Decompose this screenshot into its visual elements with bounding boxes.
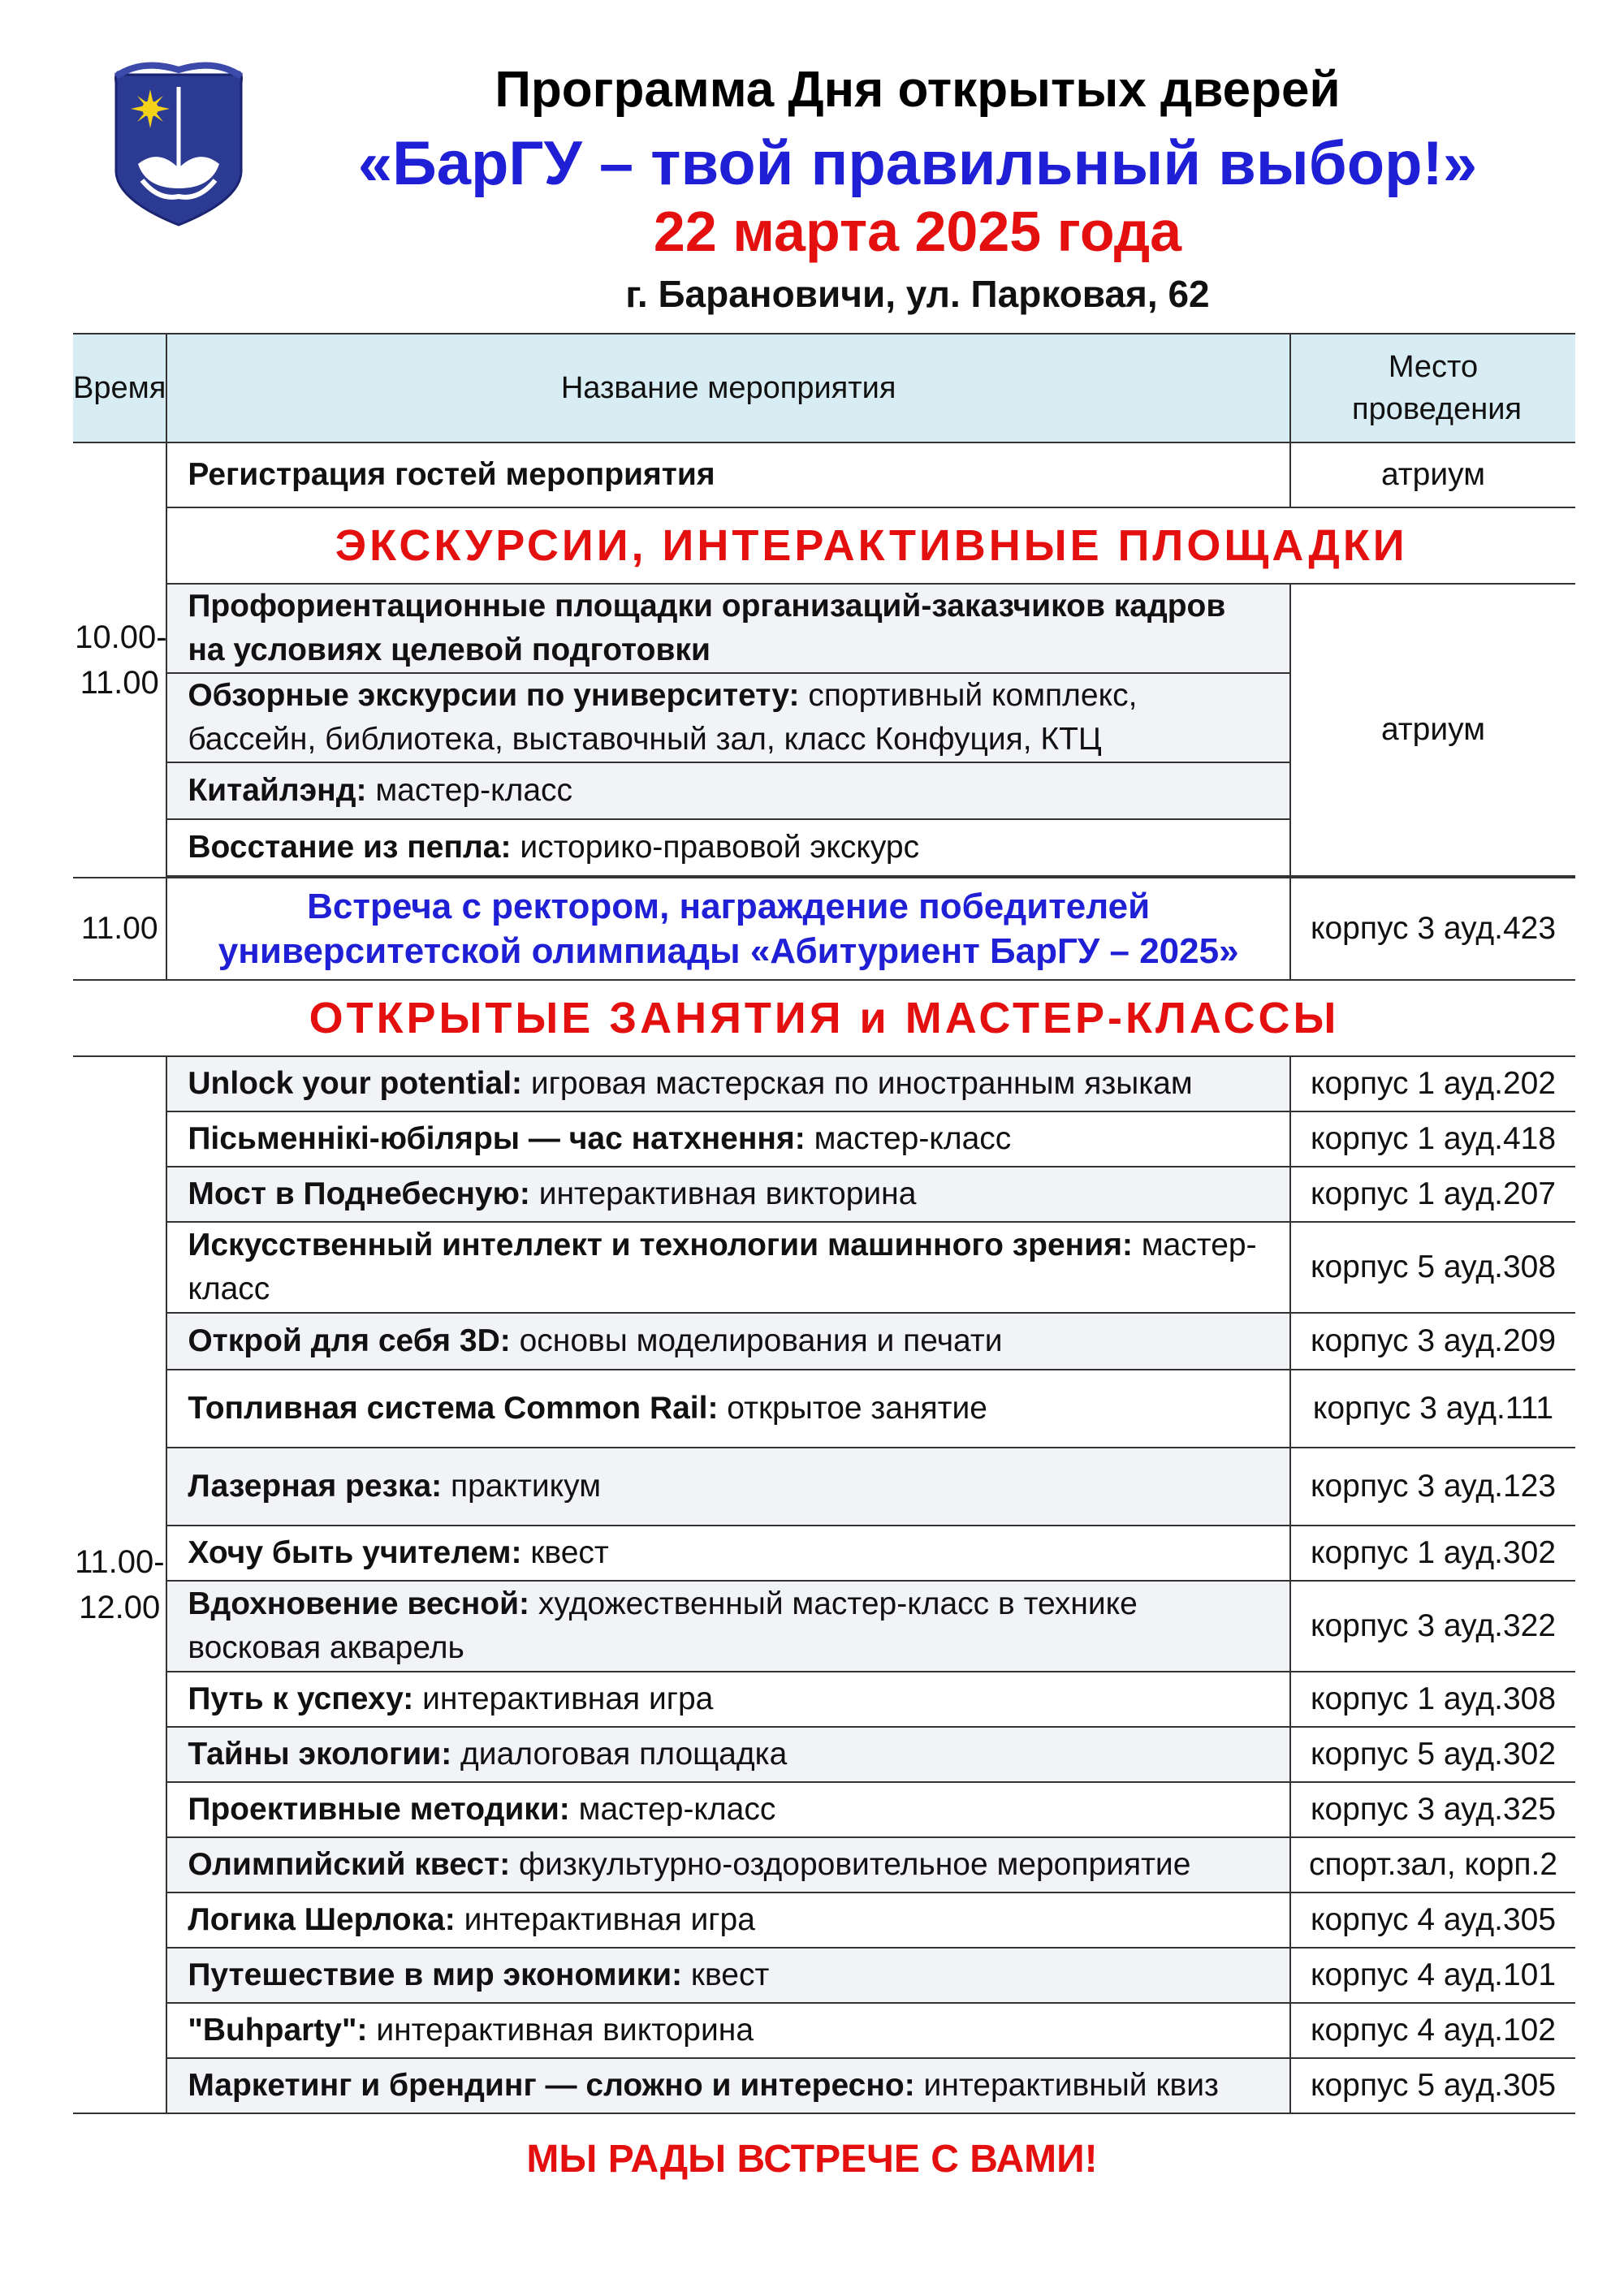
time-11-12: 11.00-12.00 <box>73 1056 166 2113</box>
table-row <box>73 1370 1575 1448</box>
rector-meeting-place: корпус 3 ауд.423 <box>1290 878 1575 980</box>
table-row <box>73 1448 1575 1526</box>
footer-greeting: МЫ РАДЫ ВСТРЕЧЕ С ВАМИ! <box>526 2138 1098 2181</box>
table-header-row <box>73 334 1575 442</box>
table-row <box>73 1313 1575 1370</box>
page-title: Программа Дня открытых дверей <box>495 62 1341 118</box>
tour-item-0: Профориентационные площадки организаций-заказчиков кадров на условиях целевой подготовки <box>166 584 1290 673</box>
table-row <box>73 2003 1575 2058</box>
header-event: Название мероприятия <box>166 334 1290 442</box>
table-row <box>73 1056 1575 1111</box>
class-item-12: Олимпийский квест: физкультурно-оздоровительное мероприятие <box>166 1837 1290 1892</box>
class-place-11: корпус 3 ауд.325 <box>1290 1782 1575 1837</box>
table-row <box>73 1948 1575 2003</box>
tour-item-1: Обзорные экскурсии по университету: спортивный комплекс, бассейн, библиотека, выставочный зал, класс Конфуция, КТЦ <box>166 673 1290 762</box>
section-row <box>73 980 1575 1056</box>
class-place-16: корпус 5 ауд.305 <box>1290 2058 1575 2113</box>
university-crest-logo <box>110 58 248 229</box>
class-item-2: Мост в Поднебесную: интерактивная викторина <box>166 1167 1290 1222</box>
class-place-3: корпус 5 ауд.308 <box>1290 1222 1575 1313</box>
table-row <box>73 1111 1575 1167</box>
class-item-14: Путешествие в мир экономики: квест <box>166 1948 1290 2003</box>
time-11: 11.00 <box>73 878 166 980</box>
class-place-15: корпус 4 ауд.102 <box>1290 2003 1575 2058</box>
table-row <box>73 1526 1575 1581</box>
table-row <box>73 584 1575 673</box>
table-row <box>73 1782 1575 1837</box>
class-place-4: корпус 3 ауд.209 <box>1290 1313 1575 1370</box>
class-item-7: Хочу быть учителем: квест <box>166 1526 1290 1581</box>
class-place-7: корпус 1 ауд.302 <box>1290 1526 1575 1581</box>
class-item-11: Проективные методики: мастер-класс <box>166 1782 1290 1837</box>
class-item-4: Открой для себя 3D: основы моделирования и печати <box>166 1313 1290 1370</box>
class-item-1: Пісьменнікі-юбіляры — час натхнення: мастер-класс <box>166 1111 1290 1167</box>
time-10-11: 10.00-11.00 <box>73 442 166 878</box>
class-place-9: корпус 1 ауд.308 <box>1290 1672 1575 1727</box>
class-place-2: корпус 1 ауд.207 <box>1290 1167 1575 1222</box>
table-row <box>73 442 1575 507</box>
table-row <box>73 1727 1575 1782</box>
class-place-12: спорт.зал, корп.2 <box>1290 1837 1575 1892</box>
section-row <box>73 507 1575 584</box>
table-row <box>73 1837 1575 1892</box>
class-item-5: Топливная система Common Rail: открытое занятие <box>166 1370 1290 1448</box>
class-item-10: Тайны экологии: диалоговая площадка <box>166 1727 1290 1782</box>
table-row <box>73 1581 1575 1672</box>
class-place-1: корпус 1 ауд.418 <box>1290 1111 1575 1167</box>
class-item-16: Маркетинг и брендинг — сложно и интересно: интерактивный квиз <box>166 2058 1290 2113</box>
header-time: Время <box>73 334 166 442</box>
class-place-8: корпус 3 ауд.322 <box>1290 1581 1575 1672</box>
table-row <box>73 1672 1575 1727</box>
tour-item-3: Восстание из пепла: историко-правовой экскурс <box>166 819 1290 876</box>
section-tours-title: ЭКСКУРСИИ, ИНТЕРАКТИВНЫЕ ПЛОЩАДКИ <box>166 507 1575 584</box>
class-place-14: корпус 4 ауд.101 <box>1290 1948 1575 2003</box>
header-place: Место проведения <box>1290 334 1575 442</box>
event-date: 22 марта 2025 года <box>653 200 1182 263</box>
section-classes-title: ОТКРЫТЫЕ ЗАНЯТИЯ и МАСТЕР-КЛАССЫ <box>73 980 1575 1056</box>
rector-meeting-event: Встреча с ректором, награждение победителей университетской олимпиады «Абитуриент БарГУ – 2025» <box>166 878 1290 980</box>
table-row <box>73 1167 1575 1222</box>
table-row <box>73 2058 1575 2113</box>
program-table <box>73 333 1575 2114</box>
table-row <box>73 1222 1575 1313</box>
rector-row <box>73 878 1575 980</box>
class-item-0: Unlock your potential: игровая мастерская по иностранным языкам <box>166 1056 1290 1111</box>
registration-place: атриум <box>1290 442 1575 507</box>
tour-item-2: Китайлэнд: мастер-класс <box>166 762 1290 819</box>
tours-place: атриум <box>1290 584 1575 876</box>
class-item-3: Искусственный интеллект и технологии машинного зрения: мастер-класс <box>166 1222 1290 1313</box>
class-item-8: Вдохновение весной: художественный мастер-класс в технике восковая акварель <box>166 1581 1290 1672</box>
registration-event: Регистрация гостей мероприятия <box>166 442 1290 507</box>
class-place-13: корпус 4 ауд.305 <box>1290 1892 1575 1948</box>
class-item-6: Лазерная резка: практикум <box>166 1448 1290 1526</box>
class-place-10: корпус 5 ауд.302 <box>1290 1727 1575 1782</box>
class-item-9: Путь к успеху: интерактивная игра <box>166 1672 1290 1727</box>
class-place-6: корпус 3 ауд.123 <box>1290 1448 1575 1526</box>
class-place-5: корпус 3 ауд.111 <box>1290 1370 1575 1448</box>
class-item-13: Логика Шерлока: интерактивная игра <box>166 1892 1290 1948</box>
table-row <box>73 1892 1575 1948</box>
event-slogan: «БарГУ – твой правильный выбор!» <box>357 129 1478 198</box>
class-place-0: корпус 1 ауд.202 <box>1290 1056 1575 1111</box>
class-item-15: "Buhparty": интерактивная викторина <box>166 2003 1290 2058</box>
event-address: г. Барановичи, ул. Парковая, 62 <box>625 273 1210 315</box>
